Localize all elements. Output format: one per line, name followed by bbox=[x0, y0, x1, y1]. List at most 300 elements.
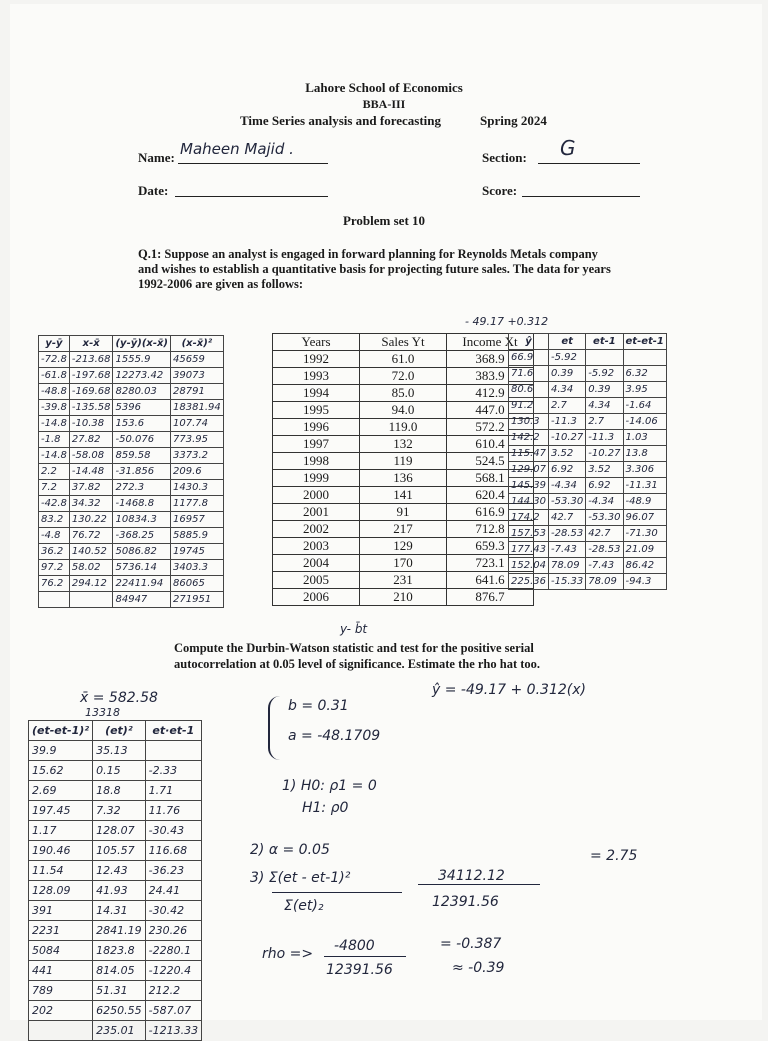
table-cell: 91.2 bbox=[509, 398, 549, 414]
table-cell: 12.43 bbox=[93, 861, 146, 881]
section-value: G bbox=[560, 136, 576, 160]
table-cell: 2001 bbox=[273, 504, 360, 521]
column-header: et bbox=[549, 334, 586, 350]
table-cell: 39073 bbox=[171, 368, 224, 384]
dw-denominator-label: Σ(et)₂ bbox=[284, 898, 324, 914]
table-cell: -42.8 bbox=[39, 496, 70, 512]
table-cell: 34.32 bbox=[69, 496, 113, 512]
table-row bbox=[29, 921, 202, 941]
table-row bbox=[39, 352, 224, 368]
table-row bbox=[509, 446, 667, 462]
table-cell: 42.7 bbox=[549, 510, 586, 526]
table-cell: -368.25 bbox=[113, 528, 171, 544]
table-cell: -4.34 bbox=[586, 494, 623, 510]
table-row bbox=[29, 761, 202, 781]
table-cell: 18381.94 bbox=[171, 400, 224, 416]
table-cell: 1992 bbox=[273, 351, 360, 368]
col-header-years: Years bbox=[273, 334, 360, 351]
table-cell bbox=[623, 350, 666, 366]
table-cell: -169.68 bbox=[69, 384, 113, 400]
rho-denominator: 12391.56 bbox=[326, 962, 393, 978]
table-cell: 10834.3 bbox=[113, 512, 171, 528]
table-cell: 2002 bbox=[273, 521, 360, 538]
table-cell: 145.39 bbox=[509, 478, 549, 494]
table-row bbox=[39, 368, 224, 384]
column-header: et-1 bbox=[586, 334, 623, 350]
table-cell: -61.8 bbox=[39, 368, 70, 384]
table-cell: 1.71 bbox=[145, 781, 201, 801]
table-cell: 210 bbox=[360, 589, 447, 606]
table-cell: 105.57 bbox=[93, 841, 146, 861]
table-cell: 2231 bbox=[29, 921, 93, 941]
table-row bbox=[509, 558, 667, 574]
table-cell: 0.15 bbox=[93, 761, 146, 781]
table-cell: -587.07 bbox=[145, 1001, 201, 1021]
table-cell: 1997 bbox=[273, 436, 360, 453]
table-cell: 235.01 bbox=[93, 1021, 146, 1041]
table-cell: 76.72 bbox=[69, 528, 113, 544]
table-cell: 83.2 bbox=[39, 512, 70, 528]
table-cell: 144.30 bbox=[509, 494, 549, 510]
table-cell bbox=[586, 350, 623, 366]
table-row bbox=[509, 398, 667, 414]
name-label: Name: bbox=[138, 150, 175, 165]
table-row bbox=[273, 453, 534, 470]
regression-note: - 49.17 +0.312 bbox=[465, 315, 549, 328]
table-cell: 119 bbox=[360, 453, 447, 470]
table-row bbox=[29, 981, 202, 1001]
table-cell: 2.2 bbox=[39, 464, 70, 480]
table-cell: -1220.4 bbox=[145, 961, 201, 981]
table-cell: 447.0 bbox=[447, 402, 534, 419]
yhat-equation: ŷ = -49.17 + 0.312(x) bbox=[432, 682, 586, 698]
table-cell: 3.52 bbox=[586, 462, 623, 478]
total-cell: 271951 bbox=[171, 592, 224, 608]
question-line: and wishes to establish a quantitative basis for projecting future sales. The data for years bbox=[138, 262, 611, 276]
table-cell: 3.306 bbox=[623, 462, 666, 478]
column-header: et-et-1 bbox=[623, 334, 666, 350]
table-cell: -5.92 bbox=[549, 350, 586, 366]
table-row bbox=[29, 801, 202, 821]
table-row bbox=[29, 961, 202, 981]
table-row bbox=[273, 572, 534, 589]
table-cell: -10.38 bbox=[69, 416, 113, 432]
table-cell bbox=[39, 592, 70, 608]
table-cell: 641.6 bbox=[447, 572, 534, 589]
table-row bbox=[509, 430, 667, 446]
question-line: 1992-2006 are given as follows: bbox=[138, 277, 304, 291]
table-cell: 1995 bbox=[273, 402, 360, 419]
table-cell: 231 bbox=[360, 572, 447, 589]
table-cell: -2.33 bbox=[145, 761, 201, 781]
table-row bbox=[29, 1001, 202, 1021]
table-cell: 3403.3 bbox=[171, 560, 224, 576]
table-cell: 35.13 bbox=[93, 741, 146, 761]
table-cell: 4.34 bbox=[549, 382, 586, 398]
column-header: ŷ bbox=[509, 334, 549, 350]
dw-value-line bbox=[418, 884, 540, 885]
table-row bbox=[509, 510, 667, 526]
table-cell: 153.6 bbox=[113, 416, 171, 432]
column-header: y-ȳ bbox=[39, 336, 70, 352]
table-cell: 7.32 bbox=[93, 801, 146, 821]
section-label: Section: bbox=[482, 150, 527, 165]
name-underline bbox=[178, 163, 328, 164]
table-cell: 5086.82 bbox=[113, 544, 171, 560]
table-row bbox=[39, 544, 224, 560]
column-header: et·et-1 bbox=[145, 721, 201, 741]
y-bt-note: y- b̄t bbox=[340, 622, 368, 636]
question-line: Q.1: Suppose an analyst is engaged in forward planning for Reynolds Metals company bbox=[138, 247, 598, 261]
table-row bbox=[273, 385, 534, 402]
section-underline bbox=[538, 163, 640, 164]
table-cell: -48.8 bbox=[39, 384, 70, 400]
table-cell: -50.076 bbox=[113, 432, 171, 448]
table-row bbox=[39, 512, 224, 528]
table-cell: 170 bbox=[360, 555, 447, 572]
table-cell: 6250.55 bbox=[93, 1001, 146, 1021]
table-cell: -1213.33 bbox=[145, 1021, 201, 1041]
table-cell: 723.1 bbox=[447, 555, 534, 572]
table-cell: 177.43 bbox=[509, 542, 549, 558]
table-row bbox=[509, 462, 667, 478]
table-row bbox=[29, 881, 202, 901]
table-cell: 2000 bbox=[273, 487, 360, 504]
name-value: Maheen Majid . bbox=[180, 140, 294, 158]
table-cell: 212.2 bbox=[145, 981, 201, 1001]
table-cell: 6.32 bbox=[623, 366, 666, 382]
column-header: (y-ȳ)(x-x̄) bbox=[113, 336, 171, 352]
hand-left-header-row bbox=[39, 336, 224, 352]
table-cell: 217 bbox=[360, 521, 447, 538]
rho-label: rho => bbox=[262, 946, 314, 962]
table-cell: 36.2 bbox=[39, 544, 70, 560]
table-cell: 94.0 bbox=[360, 402, 447, 419]
table-cell: 130.22 bbox=[69, 512, 113, 528]
table-cell: 4.34 bbox=[586, 398, 623, 414]
table-cell: 610.4 bbox=[447, 436, 534, 453]
table-cell: 391 bbox=[29, 901, 93, 921]
data-table bbox=[272, 333, 534, 606]
table-cell: 876.7 bbox=[447, 589, 534, 606]
hand-table-left bbox=[38, 335, 224, 608]
table-row bbox=[39, 560, 224, 576]
table-cell: 0.39 bbox=[586, 382, 623, 398]
table-row bbox=[509, 414, 667, 430]
hand-right-header-row bbox=[509, 334, 667, 350]
table-cell: 5084 bbox=[29, 941, 93, 961]
table-cell: 368.9 bbox=[447, 351, 534, 368]
table-cell: -213.68 bbox=[69, 352, 113, 368]
table-cell: 16957 bbox=[171, 512, 224, 528]
column-header: (et)² bbox=[93, 721, 146, 741]
table-cell: 41.93 bbox=[93, 881, 146, 901]
column-header: (et-et-1)² bbox=[29, 721, 93, 741]
table-cell: -11.3 bbox=[586, 430, 623, 446]
table-cell: 15.62 bbox=[29, 761, 93, 781]
table-cell: 1998 bbox=[273, 453, 360, 470]
table-cell: 197.45 bbox=[29, 801, 93, 821]
table-cell: -4.8 bbox=[39, 528, 70, 544]
table-row bbox=[273, 521, 534, 538]
table-cell: 157.53 bbox=[509, 526, 549, 542]
table-cell: 294.12 bbox=[69, 576, 113, 592]
table-row bbox=[273, 470, 534, 487]
table-cell: -11.31 bbox=[623, 478, 666, 494]
rho-value: = -0.387 bbox=[440, 936, 502, 952]
table-cell: 5396 bbox=[113, 400, 171, 416]
table-cell: 1993 bbox=[273, 368, 360, 385]
table-cell: -94.3 bbox=[623, 574, 666, 590]
table-cell: 1996 bbox=[273, 419, 360, 436]
table-cell: 142.2 bbox=[509, 430, 549, 446]
hand-table-bottom bbox=[28, 720, 202, 1041]
term: Spring 2024 bbox=[480, 113, 547, 128]
table-cell: 773.95 bbox=[171, 432, 224, 448]
question-text bbox=[138, 247, 658, 292]
table-cell: 66.9 bbox=[509, 350, 549, 366]
table-row bbox=[29, 741, 202, 761]
table-cell: 1430.3 bbox=[171, 480, 224, 496]
table-row bbox=[273, 436, 534, 453]
table-row bbox=[509, 494, 667, 510]
table-cell: 129 bbox=[360, 538, 447, 555]
table-cell: -2280.1 bbox=[145, 941, 201, 961]
table-cell: 441 bbox=[29, 961, 93, 981]
date-underline bbox=[175, 196, 328, 197]
table-cell: 2006 bbox=[273, 589, 360, 606]
table-cell: 140.52 bbox=[69, 544, 113, 560]
table-cell: 1555.9 bbox=[113, 352, 171, 368]
alt-hypothesis: H1: ρ0 bbox=[302, 800, 349, 816]
table-row bbox=[273, 419, 534, 436]
table-cell: -14.8 bbox=[39, 448, 70, 464]
table-row bbox=[273, 368, 534, 385]
table-cell: 37.82 bbox=[69, 480, 113, 496]
table-cell: 620.4 bbox=[447, 487, 534, 504]
table-cell: 3.95 bbox=[623, 382, 666, 398]
dw-statistic: = 2.75 bbox=[590, 848, 638, 864]
table-cell: -28.53 bbox=[549, 526, 586, 542]
dw-numerator-label: 3) Σ(et - et-1)² bbox=[250, 870, 351, 886]
table-cell: -10.27 bbox=[549, 430, 586, 446]
rho-rounded: ≈ -0.39 bbox=[452, 960, 505, 976]
table-cell: 86065 bbox=[171, 576, 224, 592]
table-row bbox=[39, 400, 224, 416]
table-cell: 24.41 bbox=[145, 881, 201, 901]
table-cell: 128.07 bbox=[93, 821, 146, 841]
table-cell: -14.06 bbox=[623, 414, 666, 430]
dw-denominator: 12391.56 bbox=[432, 894, 499, 910]
table-cell: 572.2 bbox=[447, 419, 534, 436]
table-cell: 27.82 bbox=[69, 432, 113, 448]
column-header: x-x̄ bbox=[69, 336, 113, 352]
table-cell: 712.8 bbox=[447, 521, 534, 538]
table-cell: 141 bbox=[360, 487, 447, 504]
table-row bbox=[273, 555, 534, 572]
table-cell: 78.09 bbox=[586, 574, 623, 590]
table-row bbox=[509, 382, 667, 398]
program: BBA-III bbox=[362, 97, 406, 111]
table-cell: 12273.42 bbox=[113, 368, 171, 384]
null-hypothesis: 1) H0: ρ1 = 0 bbox=[282, 778, 377, 794]
table-cell: 5736.14 bbox=[113, 560, 171, 576]
table-row bbox=[39, 416, 224, 432]
table-cell: 524.5 bbox=[447, 453, 534, 470]
table-cell: -135.58 bbox=[69, 400, 113, 416]
table-cell: 412.9 bbox=[447, 385, 534, 402]
table-cell: 119.0 bbox=[360, 419, 447, 436]
table-cell: 22411.94 bbox=[113, 576, 171, 592]
table-cell: 3.52 bbox=[549, 446, 586, 462]
table-cell: 616.9 bbox=[447, 504, 534, 521]
table-cell: 51.31 bbox=[93, 981, 146, 1001]
score-underline bbox=[522, 196, 640, 197]
table-cell bbox=[69, 592, 113, 608]
table-cell: 21.09 bbox=[623, 542, 666, 558]
alpha-value: 2) α = 0.05 bbox=[250, 842, 330, 858]
table-row bbox=[273, 538, 534, 555]
table-cell: 97.2 bbox=[39, 560, 70, 576]
table-cell: -39.8 bbox=[39, 400, 70, 416]
table-cell: 1.03 bbox=[623, 430, 666, 446]
table-cell: -197.68 bbox=[69, 368, 113, 384]
table-cell: 107.74 bbox=[171, 416, 224, 432]
table-cell: 58.02 bbox=[69, 560, 113, 576]
instruction-line: autocorrelation at 0.05 level of significance. Estimate the rho hat too. bbox=[174, 657, 541, 671]
table-cell: 8280.03 bbox=[113, 384, 171, 400]
hand-bottom-header-row bbox=[29, 721, 202, 741]
table-cell: 115.47 bbox=[509, 446, 549, 462]
total-cell: 84947 bbox=[113, 592, 171, 608]
instructions bbox=[174, 640, 540, 672]
table-cell: 1994 bbox=[273, 385, 360, 402]
table-row bbox=[39, 432, 224, 448]
table-cell: -30.43 bbox=[145, 821, 201, 841]
table-row bbox=[273, 589, 534, 606]
date-label: Date: bbox=[138, 183, 169, 198]
table-row bbox=[29, 841, 202, 861]
table-cell: 202 bbox=[29, 1001, 93, 1021]
problem-title: Problem set 10 bbox=[342, 213, 426, 228]
table-cell: 383.9 bbox=[447, 368, 534, 385]
table-cell: -48.9 bbox=[623, 494, 666, 510]
table-cell: 11.76 bbox=[145, 801, 201, 821]
table-row bbox=[39, 496, 224, 512]
table-row bbox=[39, 576, 224, 592]
table-cell: 28791 bbox=[171, 384, 224, 400]
table-cell: 1177.8 bbox=[171, 496, 224, 512]
school-name: Lahore School of Economics bbox=[305, 80, 463, 95]
table-row bbox=[39, 384, 224, 400]
table-cell: 78.09 bbox=[549, 558, 586, 574]
col-header-income: Income Xt bbox=[447, 334, 534, 351]
table-row bbox=[39, 464, 224, 480]
table-cell: -53.30 bbox=[549, 494, 586, 510]
table-cell: 174.2 bbox=[509, 510, 549, 526]
table-cell: 130.3 bbox=[509, 414, 549, 430]
table-cell: 2841.19 bbox=[93, 921, 146, 941]
table-cell: 2005 bbox=[273, 572, 360, 589]
table-cell: 5885.9 bbox=[171, 528, 224, 544]
table-cell: -36.23 bbox=[145, 861, 201, 881]
table-cell: 6.92 bbox=[586, 478, 623, 494]
table-cell: 814.05 bbox=[93, 961, 146, 981]
table-cell: 11.54 bbox=[29, 861, 93, 881]
table-cell: 1.17 bbox=[29, 821, 93, 841]
table-cell: -53.30 bbox=[586, 510, 623, 526]
table-row bbox=[29, 781, 202, 801]
table-cell: 2003 bbox=[273, 538, 360, 555]
dw-fraction-line bbox=[272, 892, 402, 893]
xbar-note: x̄ = 582.58 bbox=[80, 690, 158, 706]
col-header-sales: Sales Yt bbox=[360, 334, 447, 351]
table-cell: 14.31 bbox=[93, 901, 146, 921]
table-row bbox=[29, 821, 202, 841]
table-row bbox=[509, 574, 667, 590]
table-cell: 1823.8 bbox=[93, 941, 146, 961]
table-row bbox=[273, 351, 534, 368]
table-cell: 18.8 bbox=[93, 781, 146, 801]
table-cell: -72.8 bbox=[39, 352, 70, 368]
table-cell: -4.34 bbox=[549, 478, 586, 494]
table-cell: -7.43 bbox=[549, 542, 586, 558]
table-row bbox=[509, 366, 667, 382]
table-cell: -28.53 bbox=[586, 542, 623, 558]
table-cell: 3373.2 bbox=[171, 448, 224, 464]
table-row bbox=[29, 941, 202, 961]
instruction-line: Compute the Durbin-Watson statistic and test for the positive serial bbox=[174, 641, 534, 655]
table-cell: 859.58 bbox=[113, 448, 171, 464]
table-cell: 96.07 bbox=[623, 510, 666, 526]
table-cell: -14.8 bbox=[39, 416, 70, 432]
table-cell: 2004 bbox=[273, 555, 360, 572]
table-row bbox=[509, 478, 667, 494]
table-cell: 85.0 bbox=[360, 385, 447, 402]
table-cell: -31.856 bbox=[113, 464, 171, 480]
table-cell: 6.92 bbox=[549, 462, 586, 478]
table-cell: -15.33 bbox=[549, 574, 586, 590]
table-cell: 42.7 bbox=[586, 526, 623, 542]
table-cell: 272.3 bbox=[113, 480, 171, 496]
table-cell: 72.0 bbox=[360, 368, 447, 385]
table-cell: 225.36 bbox=[509, 574, 549, 590]
table-cell: 39.9 bbox=[29, 741, 93, 761]
table-cell: 80.6 bbox=[509, 382, 549, 398]
table-cell: 13.8 bbox=[623, 446, 666, 462]
score-label: Score: bbox=[482, 183, 518, 198]
table-row bbox=[39, 448, 224, 464]
table-cell: -11.3 bbox=[549, 414, 586, 430]
table-cell: 230.26 bbox=[145, 921, 201, 941]
table-row bbox=[273, 504, 534, 521]
table-row bbox=[39, 528, 224, 544]
table-row bbox=[29, 901, 202, 921]
a-value: a = -48.1709 bbox=[288, 728, 381, 744]
table-cell: 116.68 bbox=[145, 841, 201, 861]
course-title: Time Series analysis and forecasting bbox=[240, 113, 442, 128]
table-cell: 0.39 bbox=[549, 366, 586, 382]
table-cell: -5.92 bbox=[586, 366, 623, 382]
table-cell: 91 bbox=[360, 504, 447, 521]
table-cell: -71.30 bbox=[623, 526, 666, 542]
brace bbox=[268, 696, 282, 760]
table-cell: 2.69 bbox=[29, 781, 93, 801]
b-value: b = 0.31 bbox=[288, 698, 349, 714]
table-cell bbox=[145, 741, 201, 761]
table-cell: 132 bbox=[360, 436, 447, 453]
rho-fraction-line bbox=[324, 956, 406, 957]
